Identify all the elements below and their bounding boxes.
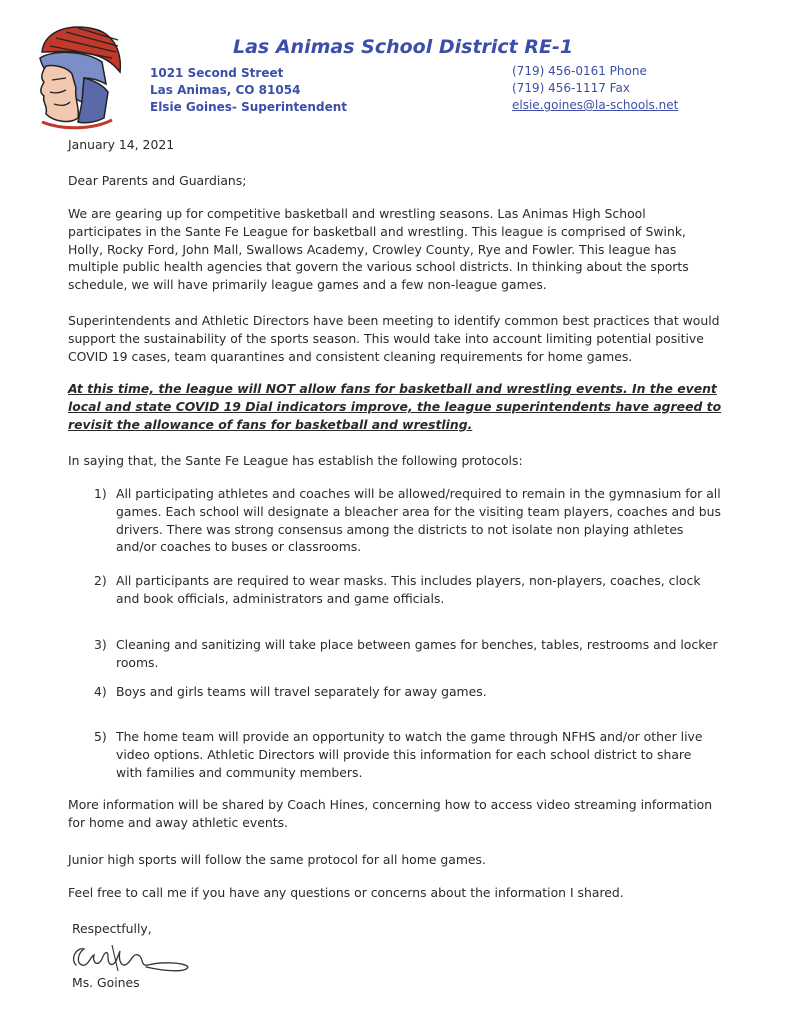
phone-number: (719) 456-0161 Phone [512, 64, 647, 78]
spartan-helmet-logo-icon [32, 22, 124, 130]
protocol-text: Boys and girls teams will travel separately for away games. [116, 684, 487, 699]
protocol-number: 1) [94, 486, 107, 501]
city-state-zip: Las Animas, CO 81054 [150, 83, 301, 97]
protocol-text: All participating athletes and coaches will be allowed/required to remain in the gymnasium for all games. Each school will designate a bleacher area for the visiting team players, coaches and bus drivers. There was strong consensus among the districts to not isolate non playing athletes and/or coaches to buses or classrooms. [116, 486, 721, 555]
contact-block [512, 63, 678, 114]
protocol-number: 5) [94, 729, 107, 744]
protocol-text: The home team will provide an opportunity to watch the game through NFHS and/or other live video options. Athletic Directors will provide this information for each school district to share with families and community members. [116, 729, 703, 780]
paragraph-best-practices: Superintendents and Athletic Directors have been meeting to identify common best practices that would support the sustainability of the sports season. This would take into account limiting potential positive COVID 19 cases, team quarantines and consistent cleaning requirements for home games. [68, 313, 720, 364]
address-block [150, 65, 347, 116]
paragraph-streaming-info: More information will be shared by Coach Hines, concerning how to access video streaming information for home and away athletic events. [68, 797, 713, 830]
paragraph-intro: We are gearing up for competitive basketball and wrestling seasons. Las Animas High School participates in the Sante Fe League for basketball and wrestling. This league is comprised of Swink, Holly, Rocky Ford, John Mall, Swallows Academy, Crowley County, Rye and Fowler. This league has multiple public health agencies that govern the various school districts. In thinking about the sports schedule, we will have primarily league games and a few non-league games. [68, 206, 689, 293]
email-link[interactable]: elsie.goines@la-schools.net [512, 98, 679, 112]
paragraph-contact: Feel free to call me if you have any questions or concerns about the information I shared. [68, 885, 624, 900]
fax-number: (719) 456-1117 Fax [512, 81, 630, 95]
paragraph-junior-high: Junior high sports will follow the same protocol for all home games. [68, 852, 486, 867]
closing: Respectfully, [72, 921, 152, 936]
protocol-text: All participants are required to wear masks. This includes players, non-players, coaches, clock and book officials, administrators and game officials. [116, 573, 701, 606]
letter-date: January 14, 2021 [68, 137, 175, 152]
district-name: Las Animas School District RE-1 [233, 36, 574, 58]
protocol-text: Cleaning and sanitizing will take place between games for benches, tables, restrooms and locker rooms. [116, 637, 718, 670]
paragraph-no-fans-notice: At this time, the league will NOT allow fans for basketball and wrestling events. In the event local and state COVID 19 Dial indicators improve, the league superintendents have agreed to revisit the allowance of fans for basketball and wrestling. [68, 381, 722, 432]
protocol-number: 2) [94, 573, 107, 588]
handwritten-signature-icon [68, 937, 198, 977]
street-address: 1021 Second Street [150, 66, 284, 80]
protocol-number: 3) [94, 637, 107, 652]
salutation: Dear Parents and Guardians; [68, 173, 247, 188]
signer-name: Ms. Goines [72, 975, 140, 990]
superintendent-name: Elsie Goines- Superintendent [150, 100, 347, 114]
paragraph-protocols-intro: In saying that, the Sante Fe League has establish the following protocols: [68, 453, 523, 468]
protocol-number: 4) [94, 684, 107, 699]
